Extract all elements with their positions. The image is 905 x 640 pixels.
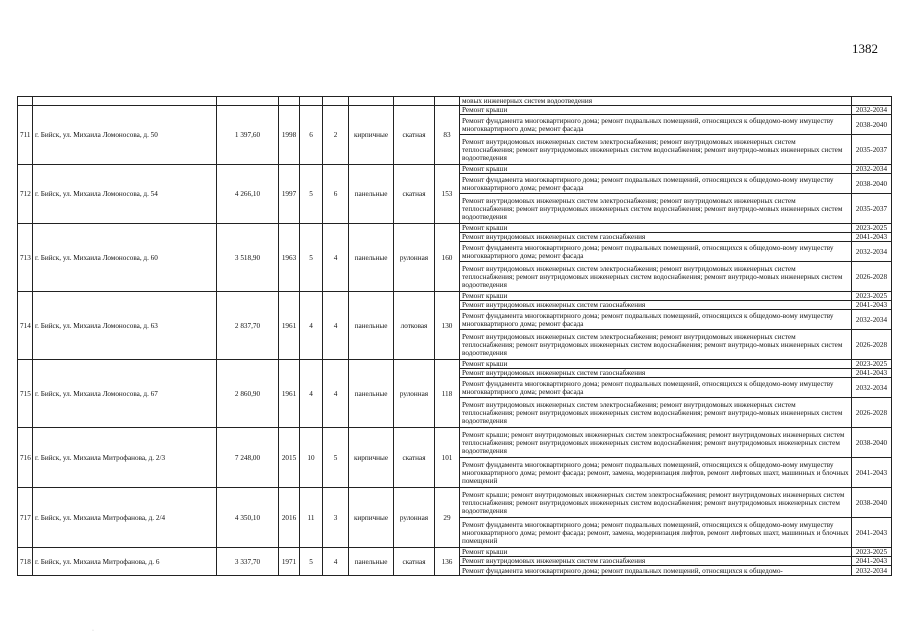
roof-type: рулонная — [394, 488, 435, 548]
work-period: 2026-2028 — [852, 330, 892, 360]
empty-cell — [217, 97, 279, 106]
table-row — [18, 428, 892, 458]
roof-type: скатная — [394, 428, 435, 488]
building-address: г. Бийск, ул. Михаила Ломоносова, д. 50 — [33, 106, 217, 165]
building-area: 4 350,10 — [217, 488, 279, 548]
entrance-count: 5 — [323, 428, 349, 488]
work-description: Ремонт внутридомовых инженерных систем электроснабжения; ремонт внутридомовых инженерных систем теплоснабжения; ремонт внутридомовых инженерных систем водоснабжения; ремонт внутридо-мовых инженерных систем водоотведения — [460, 262, 852, 292]
empty-cell — [18, 97, 33, 106]
roof-type: скатная — [394, 165, 435, 224]
work-period — [852, 97, 892, 106]
resident-count: 118 — [435, 360, 460, 428]
work-description: Ремонт внутридомовых инженерных систем электроснабжения; ремонт внутридомовых инженерных систем теплоснабжения; ремонт внутридомовых инженерных систем водоснабжения; ремонт внутридо-мовых инженерных систем водоотведения — [460, 135, 852, 165]
empty-cell — [435, 97, 460, 106]
work-period: 2041-2043 — [852, 557, 892, 566]
empty-cell — [394, 97, 435, 106]
building-address: г. Бийск, ул. Михаила Митрофанова, д. 2/3 — [33, 428, 217, 488]
wall-material: панельные — [349, 360, 394, 428]
work-description: Ремонт крыши — [460, 106, 852, 115]
entrance-count: 4 — [323, 224, 349, 292]
resident-count: 130 — [435, 292, 460, 360]
work-period: 2038-2040 — [852, 428, 892, 458]
table-row — [18, 106, 892, 115]
work-description: Ремонт крыши — [460, 292, 852, 301]
work-period: 2041-2043 — [852, 458, 892, 488]
building-area: 3 337,70 — [217, 548, 279, 576]
resident-count: 136 — [435, 548, 460, 576]
work-description: Ремонт фундамента многоквартирного дома; ремонт подвальных помещений, относящихся к общедомо-вому имуществу многоквартирного дома; ремонт фасада — [460, 174, 852, 194]
work-description: мовых инженерных систем водоотведения — [460, 97, 852, 106]
construction-year: 1997 — [279, 165, 300, 224]
construction-year: 2016 — [279, 488, 300, 548]
entrance-count: 4 — [323, 548, 349, 576]
table-row — [18, 224, 892, 233]
table-row — [18, 292, 892, 301]
roof-type: скатная — [394, 548, 435, 576]
empty-cell — [300, 97, 323, 106]
entrance-count: 4 — [323, 292, 349, 360]
building-area: 2 837,70 — [217, 292, 279, 360]
building-address: г. Бийск, ул. Михаила Митрофанова, д. 2/4 — [33, 488, 217, 548]
work-period: 2032-2034 — [852, 165, 892, 174]
construction-year: 1961 — [279, 360, 300, 428]
table-row — [18, 360, 892, 369]
work-description: Ремонт фундамента многоквартирного дома; ремонт подвальных помещений, относящихся к общедомо-вому имуществу многоквартирного дома; ремонт фасада — [460, 378, 852, 398]
work-period: 2032-2034 — [852, 378, 892, 398]
resident-count: 153 — [435, 165, 460, 224]
building-address: г. Бийск, ул. Михаила Ломоносова, д. 60 — [33, 224, 217, 292]
table-row-continuation — [18, 97, 892, 106]
building-address: г. Бийск, ул. Михаила Ломоносова, д. 54 — [33, 165, 217, 224]
wall-material: панельные — [349, 548, 394, 576]
wall-material: кирпичные — [349, 106, 394, 165]
row-number: 714 — [18, 292, 33, 360]
work-period: 2023-2025 — [852, 360, 892, 369]
repair-schedule-table — [17, 96, 892, 576]
work-period: 2032-2034 — [852, 566, 892, 576]
empty-cell — [33, 97, 217, 106]
entrance-count: 3 — [323, 488, 349, 548]
building-area: 2 860,90 — [217, 360, 279, 428]
building-address: г. Бийск, ул. Михаила Митрофанова, д. 6 — [33, 548, 217, 576]
row-number: 713 — [18, 224, 33, 292]
work-period: 2038-2040 — [852, 115, 892, 135]
resident-count: 83 — [435, 106, 460, 165]
entrance-count: 6 — [323, 165, 349, 224]
work-period: 2026-2028 — [852, 262, 892, 292]
floor-count: 5 — [300, 165, 323, 224]
work-period: 2041-2043 — [852, 301, 892, 310]
resident-count: 101 — [435, 428, 460, 488]
building-area: 7 248,00 — [217, 428, 279, 488]
roof-type: лотковая — [394, 292, 435, 360]
work-description: Ремонт крыши — [460, 224, 852, 233]
floor-count: 6 — [300, 106, 323, 165]
floor-count: 11 — [300, 488, 323, 548]
entrance-count: 2 — [323, 106, 349, 165]
scan-mark: · — [92, 628, 94, 634]
construction-year: 2015 — [279, 428, 300, 488]
resident-count: 160 — [435, 224, 460, 292]
work-period: 2032-2034 — [852, 106, 892, 115]
table-row — [18, 165, 892, 174]
work-period: 2032-2034 — [852, 242, 892, 262]
work-description: Ремонт фундамента многоквартирного дома; ремонт подвальных помещений, относящихся к общедомо-вому имуществу многоквартирного дома; ремонт фасада; ремонт, замена, модернизация лифтов, ремонт лифтовых шахт, машинных и блочных помещений — [460, 458, 852, 488]
row-number: 716 — [18, 428, 33, 488]
work-period: 2038-2040 — [852, 174, 892, 194]
construction-year: 1963 — [279, 224, 300, 292]
work-description: Ремонт внутридомовых инженерных систем газоснабжения — [460, 557, 852, 566]
work-period: 2035-2037 — [852, 135, 892, 165]
work-period: 2041-2043 — [852, 233, 892, 242]
work-period: 2026-2028 — [852, 398, 892, 428]
floor-count: 5 — [300, 224, 323, 292]
work-description: Ремонт крыши — [460, 165, 852, 174]
floor-count: 4 — [300, 360, 323, 428]
floor-count: 4 — [300, 292, 323, 360]
roof-type: скатная — [394, 106, 435, 165]
work-period: 2023-2025 — [852, 292, 892, 301]
work-description: Ремонт фундамента многоквартирного дома; ремонт подвальных помещений, относящихся к общедомо- — [460, 566, 852, 576]
work-description: Ремонт фундамента многоквартирного дома; ремонт подвальных помещений, относящихся к общедомо-вому имуществу многоквартирного дома; ремонт фасада; ремонт, замена, модернизация лифтов, ремонт лифтовых шахт, машинных и блочных помещений — [460, 518, 852, 548]
table-row — [18, 548, 892, 557]
building-area: 4 266,10 — [217, 165, 279, 224]
work-period: 2041-2043 — [852, 518, 892, 548]
work-description: Ремонт внутридомовых инженерных систем электроснабжения; ремонт внутридомовых инженерных систем теплоснабжения; ремонт внутридомовых инженерных систем водоснабжения; ремонт внутридо-мовых инженерных систем водоотведения — [460, 398, 852, 428]
construction-year: 1998 — [279, 106, 300, 165]
work-description: Ремонт крыши; ремонт внутридомовых инженерных систем электроснабжения; ремонт внутридомовых инженерных систем теплоснабжения; ремонт внутридомовых инженерных систем водоснабжения; ремонт внутридомовых инженерных систем водоотведения — [460, 488, 852, 518]
row-number: 715 — [18, 360, 33, 428]
roof-type: рулонная — [394, 360, 435, 428]
building-address: г. Бийск, ул. Михаила Ломоносова, д. 67 — [33, 360, 217, 428]
row-number: 712 — [18, 165, 33, 224]
row-number: 711 — [18, 106, 33, 165]
page-number: 1382 — [852, 41, 878, 56]
empty-cell — [279, 97, 300, 106]
building-area: 3 518,90 — [217, 224, 279, 292]
work-description: Ремонт фундамента многоквартирного дома; ремонт подвальных помещений, относящихся к общедомо-вому имуществу многоквартирного дома; ремонт фасада — [460, 310, 852, 330]
construction-year: 1971 — [279, 548, 300, 576]
table-body — [18, 97, 892, 576]
work-period: 2023-2025 — [852, 224, 892, 233]
work-description: Ремонт внутридомовых инженерных систем электроснабжения; ремонт внутридомовых инженерных систем теплоснабжения; ремонт внутридомовых инженерных систем водоснабжения; ремонт внутридо-мовых инженерных систем водоотведения — [460, 330, 852, 360]
empty-cell — [349, 97, 394, 106]
roof-type: рулонная — [394, 224, 435, 292]
wall-material: панельные — [349, 292, 394, 360]
wall-material: кирпичные — [349, 428, 394, 488]
work-description: Ремонт внутридомовых инженерных систем газоснабжения — [460, 301, 852, 310]
building-address: г. Бийск, ул. Михаила Ломоносова, д. 63 — [33, 292, 217, 360]
entrance-count: 4 — [323, 360, 349, 428]
work-description: Ремонт внутридомовых инженерных систем газоснабжения — [460, 233, 852, 242]
work-period: 2023-2025 — [852, 548, 892, 557]
resident-count: 29 — [435, 488, 460, 548]
work-period: 2041-2043 — [852, 369, 892, 378]
wall-material: панельные — [349, 165, 394, 224]
floor-count: 5 — [300, 548, 323, 576]
work-description: Ремонт фундамента многоквартирного дома; ремонт подвальных помещений, относящихся к общедомо-вому имуществу многоквартирного дома; ремонт фасада — [460, 242, 852, 262]
table-row — [18, 488, 892, 518]
building-area: 1 397,60 — [217, 106, 279, 165]
work-period: 2032-2034 — [852, 310, 892, 330]
construction-year: 1961 — [279, 292, 300, 360]
work-period: 2035-2037 — [852, 194, 892, 224]
work-description: Ремонт крыши — [460, 360, 852, 369]
row-number: 717 — [18, 488, 33, 548]
work-description: Ремонт крыши; ремонт внутридомовых инженерных систем электроснабжения; ремонт внутридомовых инженерных систем теплоснабжения; ремонт внутридомовых инженерных систем водоснабжения; ремонт внутридомовых инженерных систем водоотведения — [460, 428, 852, 458]
work-description: Ремонт внутридомовых инженерных систем газоснабжения — [460, 369, 852, 378]
wall-material: кирпичные — [349, 488, 394, 548]
row-number: 718 — [18, 548, 33, 576]
work-description: Ремонт внутридомовых инженерных систем электроснабжения; ремонт внутридомовых инженерных систем теплоснабжения; ремонт внутридомовых инженерных систем водоснабжения; ремонт внутридо-мовых инженерных систем водоотведения — [460, 194, 852, 224]
work-description: Ремонт крыши — [460, 548, 852, 557]
floor-count: 10 — [300, 428, 323, 488]
empty-cell — [323, 97, 349, 106]
wall-material: панельные — [349, 224, 394, 292]
work-description: Ремонт фундамента многоквартирного дома; ремонт подвальных помещений, относящихся к общедомо-вому имуществу многоквартирного дома; ремонт фасада — [460, 115, 852, 135]
work-period: 2038-2040 — [852, 488, 892, 518]
